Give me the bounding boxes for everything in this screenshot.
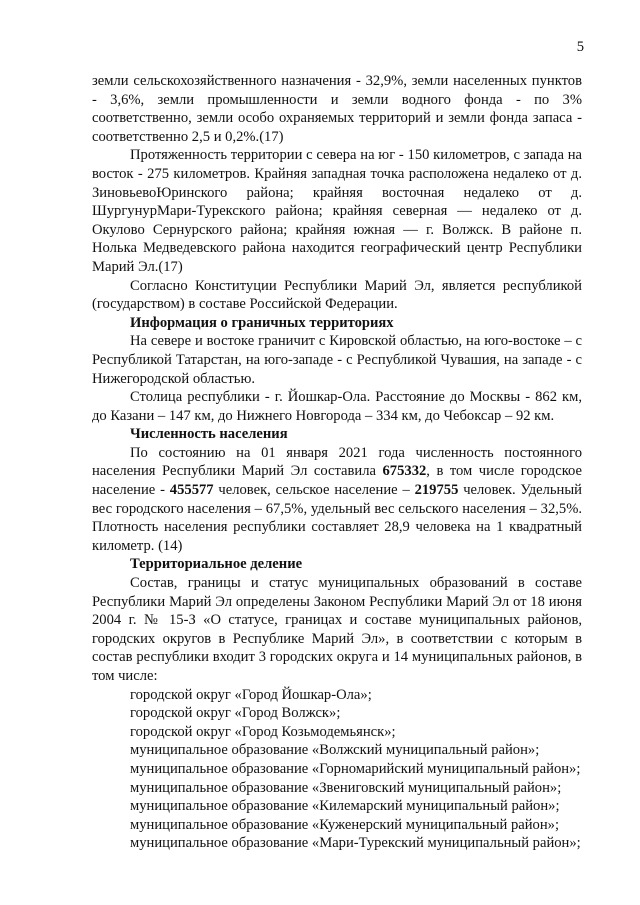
municipal-list <box>92 686 582 853</box>
list-item: муниципальное образование «Мари-Турекский муниципальный район»; <box>130 835 581 852</box>
list-item: городской округ «Город Волжск»; <box>130 705 341 722</box>
population-total: 675332 <box>382 463 427 480</box>
heading-population: Численность населения <box>130 426 288 443</box>
list-item: муниципальное образование «Волжский муниципальный район»; <box>130 742 540 759</box>
heading-border-territories: Информация о граничных территориях <box>130 314 394 331</box>
paragraph-territorial-division: Состав, границы и статус муниципальных образований в составе Республики Марий Эл определены Законом Республики Марий Эл от 18 июня 2004 г. № 15-З «О статусе, границах и составе муниципальных районов, городских округов в Республике Марий Эл», в соответствии с которым в состав республики входит 3 городских округа и 14 муниципальных районов, в том числе: <box>92 575 582 684</box>
paragraph-population: По состоянию на 01 января 2021 года численность постоянного населения Республики Марий Эл составила 675332, в том числе городское население - 455577 человек, сельское население – 219755 человек. Удельный вес городского населения – 67,5%, удельный вес сельского населения – 32,5%. Плотность населения республики составляет 28,9 человека на 1 квадратный километр. (14) <box>92 444 582 554</box>
heading-territorial-division: Территориальное деление <box>130 556 303 573</box>
list-item: муниципальное образование «Килемарский муниципальный район»; <box>130 798 560 815</box>
document-body <box>92 72 582 853</box>
list-item: городской округ «Город Йошкар-Ола»; <box>130 686 372 703</box>
population-rural: 219755 <box>414 482 459 499</box>
list-item: муниципальное образование «Горномарийский муниципальный район»; <box>130 760 581 777</box>
population-urban: 455577 <box>169 482 214 499</box>
page-number: 5 <box>576 39 584 55</box>
list-item: муниципальное образование «Куженерский муниципальный район»; <box>130 816 559 833</box>
paragraph-land-categories: земли сельскохозяйственного назначения - 32,9%, земли населенных пунктов - 3,6%, земли промышленности и земли водного фонда - по 3% соответственно, земли особо охраняемых территорий и земли фонда запаса - соответственно 2,5 и 0,2%.(17) <box>92 73 582 145</box>
paragraph-territory-extent: Протяженность территории с севера на юг - 150 километров, с запада на восток - 275 километров. Крайняя западная точка расположена недалеко от д. ЗиновьевоЮринского района; крайняя восточная недалеко от д. ШургунурМари-Турекского района; крайняя северная — недалеко от д. Окулово Сернурского района; крайняя южная — г. Волжск. В районе п. Нолька Медведевского района находится географический центр Республики Марий Эл.(17) <box>92 147 582 275</box>
paragraph-borders: На севере и востоке граничит с Кировской областью, на юго-востоке – с Республикой Татарстан, на юго-западе - с Республикой Чувашия, на западе - с Нижегородской областью. <box>92 333 582 387</box>
list-item: муниципальное образование «Звениговский муниципальный район»; <box>130 779 562 796</box>
paragraph-capital: Столица республики - г. Йошкар-Ола. Расстояние до Москвы - 862 км, до Казани – 147 км, до Нижнего Новгорода – 334 км, до Чебоксар – 92 км. <box>92 389 582 424</box>
paragraph-constitution: Согласно Конституции Республики Марий Эл, является республикой (государством) в составе Российской Федерации. <box>92 277 582 313</box>
list-item: городской округ «Город Козьмодемьянск»; <box>130 723 396 740</box>
